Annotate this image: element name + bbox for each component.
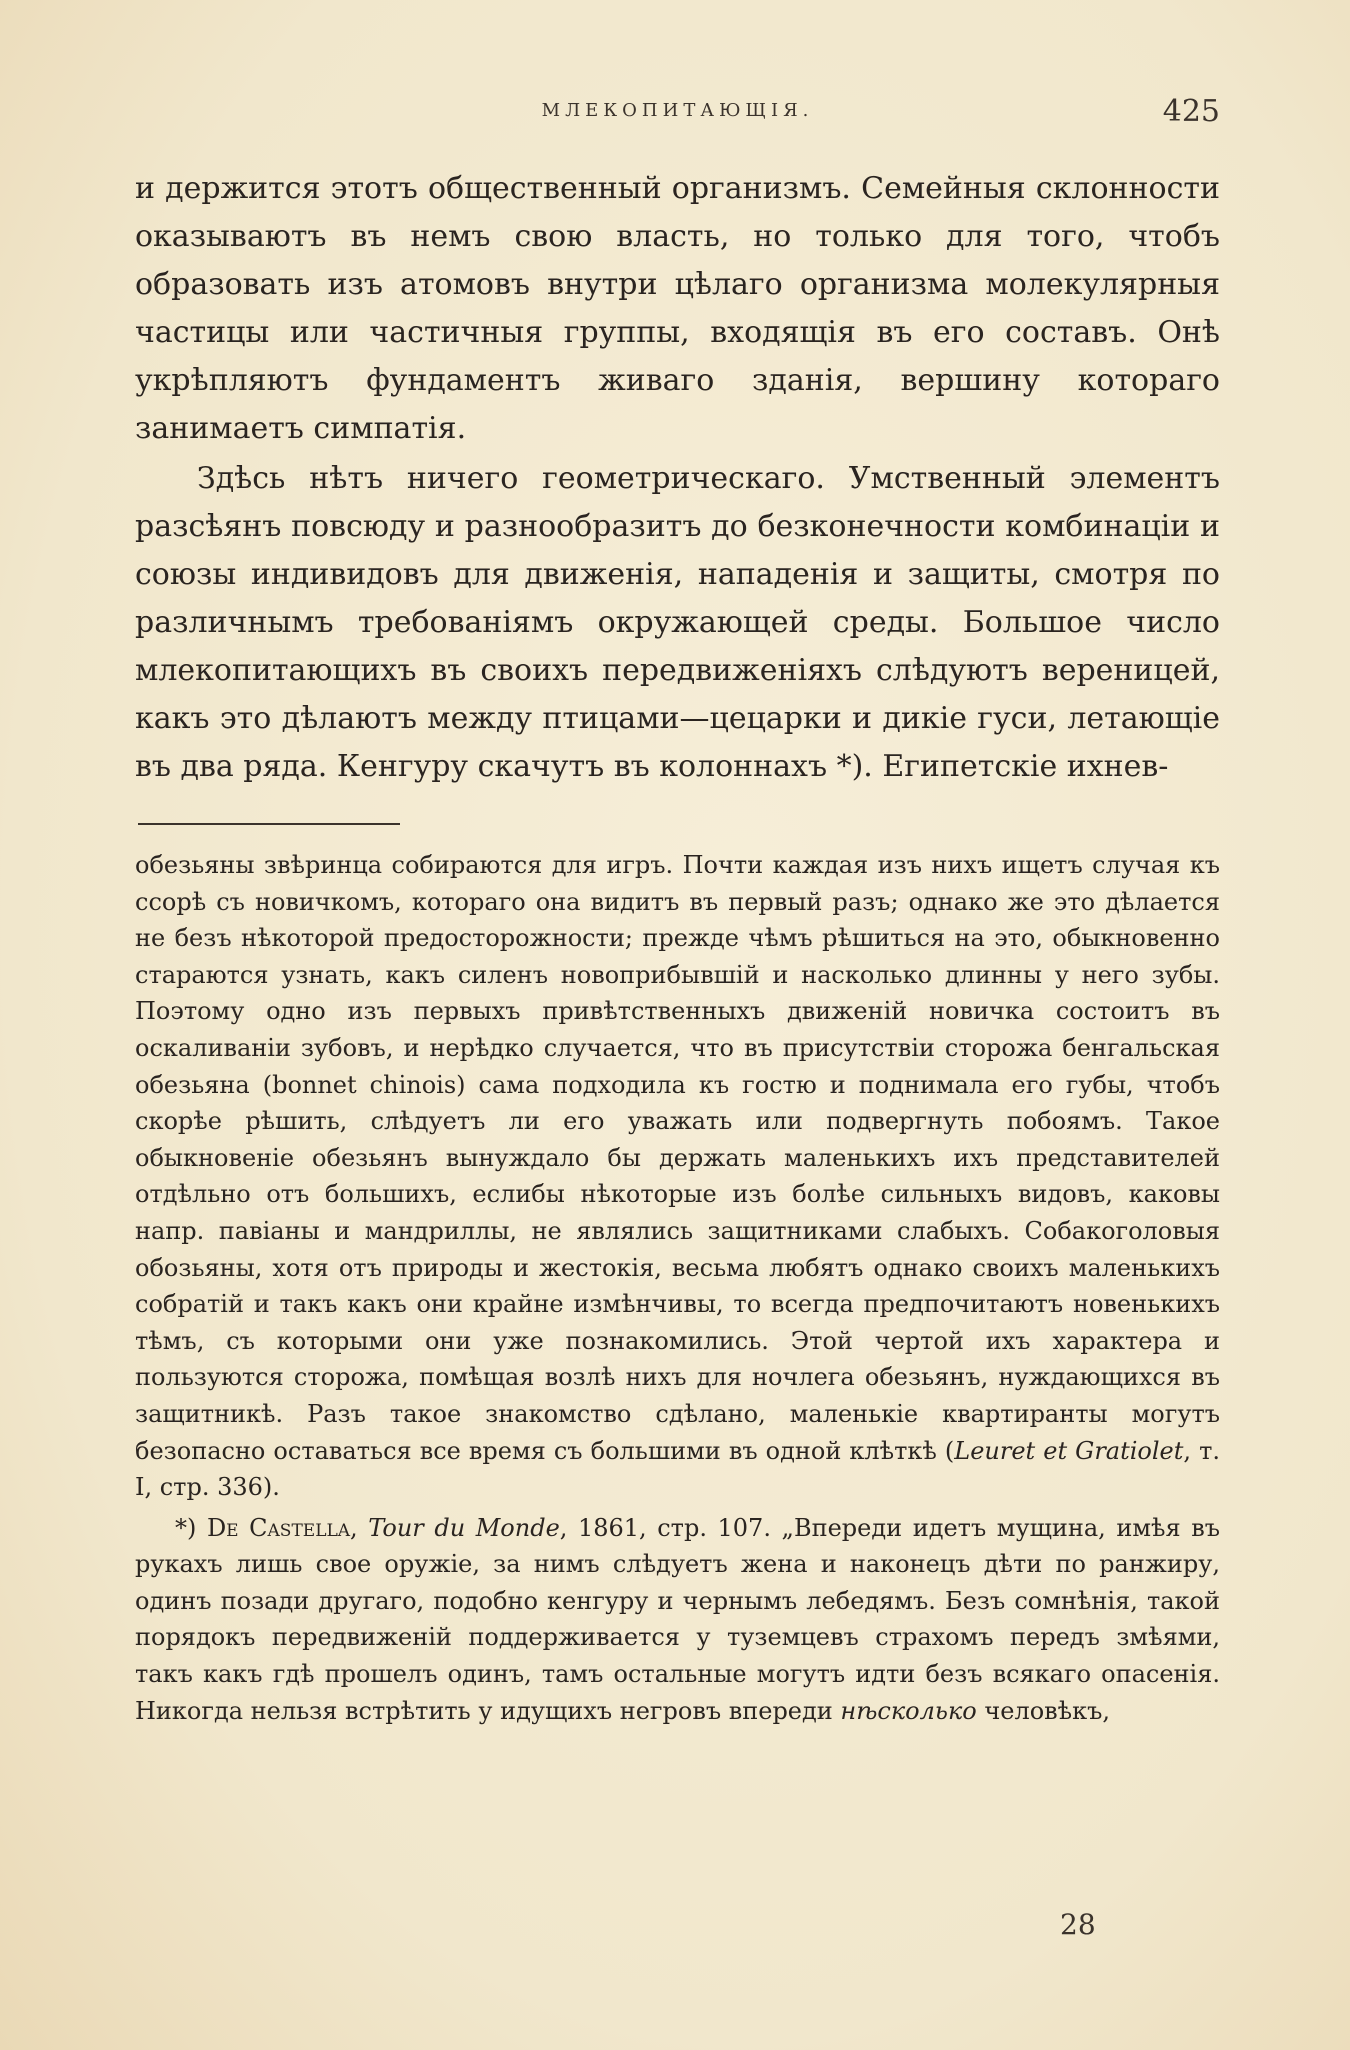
footnote-2-separator: ,: [350, 1513, 369, 1542]
running-title: МЛЕКОПИТАЮЩІЯ.: [541, 100, 814, 121]
footnote-2-author: De Castella: [206, 1513, 351, 1542]
footnote-continuation: [135, 847, 1220, 1506]
footnote-1-citation: Leuret et Gratiolet: [954, 1436, 1184, 1465]
signature-mark: 28: [1060, 1908, 1096, 1941]
paragraph-2: Здѣсь нѣтъ ничего геометрическаго. Умственный элементъ разсѣянъ повсюду и разнообразитъ до безконечности комбинаціи и союзы индивидовъ для движенія, нападенія и защиты, смотря по различнымъ требованіямъ окружающей среды. Большое число млекопитающихъ въ своихъ передвиженіяхъ слѣдуютъ вереницей, какъ это дѣлаютъ между птицами—цецарки и дикіе гуси, летающіе въ два ряда. Кенгуру скачутъ въ колоннахъ *). Египетскіе ихнев-: [135, 461, 1220, 784]
footnote-2-mark: *): [175, 1513, 207, 1542]
running-header: [135, 96, 1220, 136]
footnote-2-work: Tour du Monde: [368, 1513, 560, 1542]
footnote-1-text: обезьяны звѣринца собираются для игръ. Почти каждая изъ нихъ ищетъ случая къ ссорѣ съ новичкомъ, котораго она видитъ въ первый разъ; однако же это дѣлается не безъ нѣкоторой предосторожности; прежде чѣмъ рѣшиться на это, обыкновенно стараются узнать, какъ силенъ новоприбывшій и насколько длинны у него зубы. Поэтому одно изъ первыхъ привѣтственныхъ движеній новичка состоитъ въ оскаливаніи зубовъ, и нерѣдко случается, что въ присутствіи сторожа бенгальская обезьяна (bonnet chinois) сама подходила къ гостю и поднимала его губы, чтобъ скорѣе рѣшить, слѣдуетъ ли его уважать или подвергнуть побоямъ. Такое обыкновеніе обезьянъ вынуждало бы держать маленькихъ ихъ представителей отдѣльно отъ большихъ, еслибы нѣкоторые изъ болѣе сильныхъ видовъ, каковы напр. павіаны и мандриллы, не являлись защитниками слабыхъ. Собакоголовыя обозьяны, хотя отъ природы и жестокія, весьма любятъ однако своихъ маленькихъ собратій и такъ какъ они крайне измѣнчивы, то всегда предпочитаютъ новенькихъ тѣмъ, съ которыми они уже познакомились. Этой чертой ихъ характера и пользуются сторожа, помѣщая возлѣ нихъ для ночлега обезьянъ, нуждающихся въ защитникѣ. Разъ такое знакомство сдѣлано, маленькіе квартиранты могутъ безопасно оставаться все время съ большими въ одной клѣткѣ (: [135, 851, 1220, 1465]
footnotes: [135, 847, 1220, 1729]
footnote-1-end: , т. I, стр. 336).: [135, 1436, 1220, 1502]
footnote-rule: [138, 823, 400, 825]
footnote-2-emphasis: нѣсколько: [840, 1696, 977, 1725]
footnote-2: [135, 1510, 1220, 1730]
footnote-2-end: человѣкъ,: [976, 1696, 1111, 1725]
main-text: [135, 165, 1220, 791]
footnote-2-text: , 1861, стр. 107. „Впереди идетъ мущина, имѣя въ рукахъ лишь свое оружіе, за нимъ слѣдуетъ жена и наконецъ дѣти по ранжиру, одинъ позади другаго, подобно кенгуру и чернымъ лебедямъ. Безъ сомнѣнія, такой порядокъ передвиженій поддерживается у туземцевъ страхомъ передъ змѣями, такъ какъ гдѣ прошелъ одинъ, тамъ остальные могутъ идти безъ всякаго опасенія. Никогда нельзя встрѣтить у идущихъ негровъ впереди: [135, 1513, 1221, 1725]
paragraph-1: и держится этотъ общественный организмъ. Семейныя склонности оказываютъ въ немъ свою власть, но только для того, чтобъ образовать изъ атомовъ внутри цѣлаго организма молекулярныя частицы или частичныя группы, входящія въ его составъ. Онѣ укрѣпляютъ фундаментъ живаго зданія, вершину котораго занимаетъ симпатія.: [135, 171, 1220, 446]
page-number: 425: [1162, 94, 1220, 129]
